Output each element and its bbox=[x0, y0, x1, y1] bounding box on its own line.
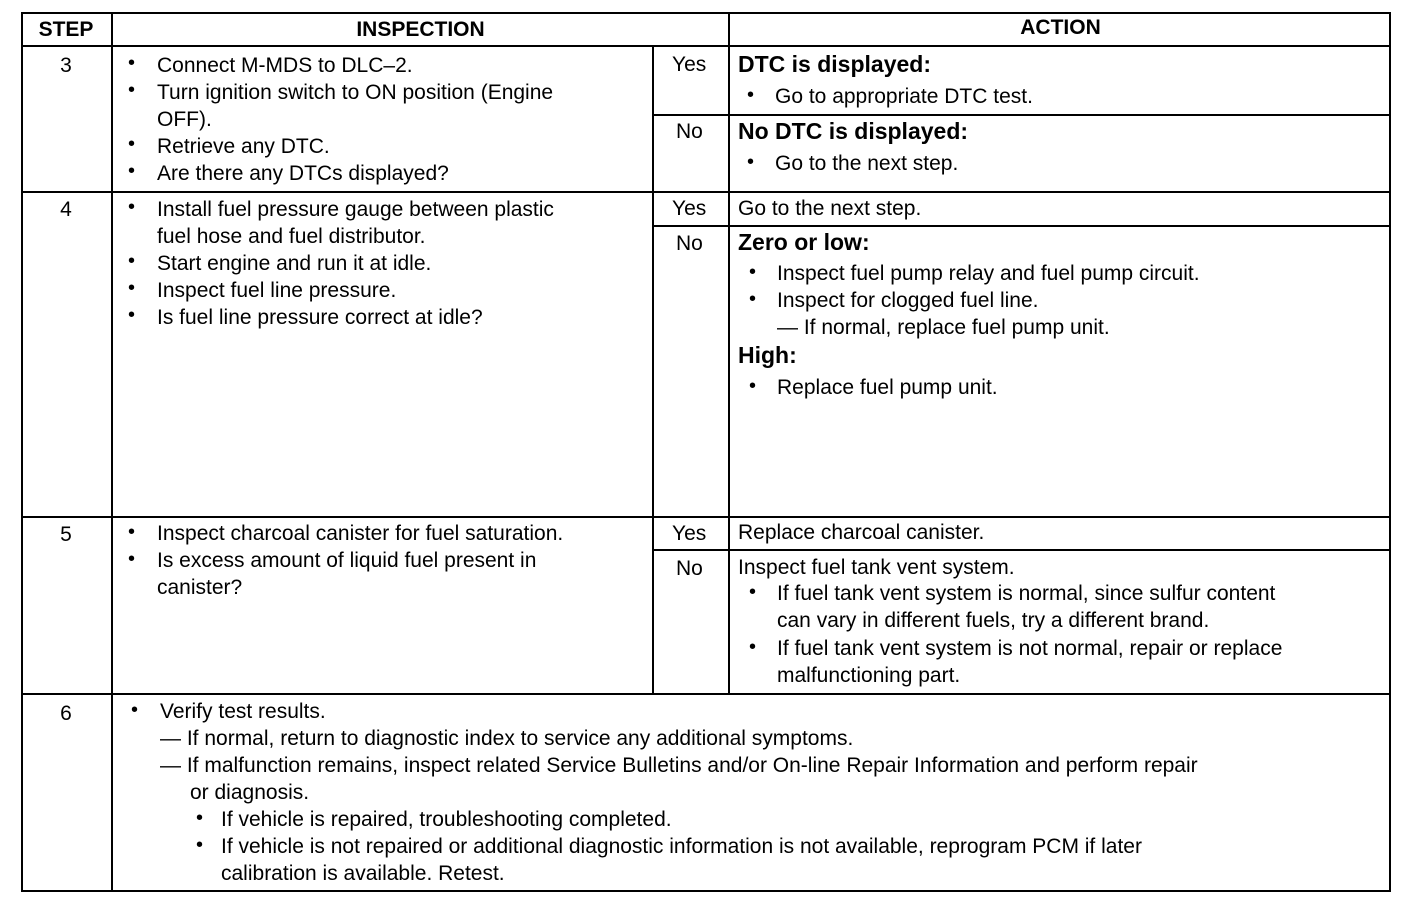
bullet: • bbox=[196, 834, 204, 856]
bullet: • bbox=[196, 807, 204, 829]
row3-bottom-line bbox=[21, 191, 1391, 193]
action-item: If fuel tank vent system is normal, since sulfur content bbox=[777, 582, 1276, 605]
step-number: 4 bbox=[60, 198, 72, 221]
action-item: If fuel tank vent system is not normal, repair or replace bbox=[777, 637, 1283, 660]
bullet: • bbox=[128, 133, 136, 155]
action-item: Go to the next step. bbox=[775, 152, 959, 175]
yes-label: Yes bbox=[672, 197, 707, 220]
inspection-line: Turn ignition switch to ON position (Engine bbox=[157, 81, 554, 104]
header-inspection: INSPECTION bbox=[356, 18, 485, 41]
action-heading: Zero or low: bbox=[738, 229, 870, 255]
bullet: • bbox=[749, 288, 757, 310]
inspection-line: Is fuel line pressure correct at idle? bbox=[157, 306, 483, 329]
action-text: Replace charcoal canister. bbox=[738, 521, 985, 544]
inspection-line: Inspect fuel line pressure. bbox=[157, 279, 397, 302]
no-label: No bbox=[676, 557, 703, 580]
action-heading: No DTC is displayed: bbox=[738, 118, 969, 144]
inspection-line: OFF). bbox=[157, 108, 212, 131]
inspection-line: Connect M-MDS to DLC–2. bbox=[157, 54, 413, 77]
inspection-line: Are there any DTCs displayed? bbox=[157, 162, 449, 185]
bullet: • bbox=[128, 196, 136, 218]
row4-bottom-line bbox=[21, 516, 1391, 518]
bullet: • bbox=[747, 151, 755, 173]
yes-label: Yes bbox=[672, 53, 707, 76]
verify-line: — If normal, return to diagnostic index to service any additional symptoms. bbox=[160, 727, 854, 750]
bullet: • bbox=[128, 521, 136, 543]
bullet: • bbox=[128, 160, 136, 182]
header-action: ACTION bbox=[1020, 16, 1101, 39]
action-item: Go to appropriate DTC test. bbox=[775, 85, 1033, 108]
bullet: • bbox=[128, 52, 136, 74]
action-item: malfunctioning part. bbox=[777, 664, 961, 687]
step-number: 6 bbox=[60, 702, 72, 725]
row4-split-line bbox=[652, 225, 1391, 227]
action-text: Go to the next step. bbox=[738, 197, 922, 220]
inspection-line: Is excess amount of liquid fuel present in bbox=[157, 549, 537, 572]
verify-line: — If malfunction remains, inspect related Service Bulletins and/or On-line Repair Information and perform repair bbox=[160, 754, 1198, 777]
bullet: • bbox=[749, 261, 757, 283]
inspection-line: canister? bbox=[157, 576, 243, 599]
row5-split-line bbox=[652, 549, 1391, 551]
col-divider-step bbox=[111, 12, 113, 892]
no-label: No bbox=[676, 120, 703, 143]
verify-line: If vehicle is not repaired or additional diagnostic information is not available, reprogram PCM if later bbox=[221, 835, 1142, 858]
action-item: Replace fuel pump unit. bbox=[777, 376, 998, 399]
bullet: • bbox=[128, 79, 136, 101]
bullet: • bbox=[749, 375, 757, 397]
action-subitem: — If normal, replace fuel pump unit. bbox=[777, 316, 1110, 339]
bullet: • bbox=[749, 581, 757, 603]
bullet: • bbox=[128, 304, 136, 326]
inspection-line: Install fuel pressure gauge between plastic bbox=[157, 198, 554, 221]
action-item: Inspect for clogged fuel line. bbox=[777, 289, 1039, 312]
inspection-line: fuel hose and fuel distributor. bbox=[157, 225, 426, 248]
verify-line: calibration is available. Retest. bbox=[221, 862, 505, 885]
header-bottom-line bbox=[21, 45, 1391, 47]
yes-label: Yes bbox=[672, 522, 707, 545]
step-number: 3 bbox=[60, 54, 72, 77]
inspection-line: Inspect charcoal canister for fuel saturation. bbox=[157, 522, 564, 545]
no-label: No bbox=[676, 232, 703, 255]
bullet: • bbox=[128, 250, 136, 272]
action-intro: Inspect fuel tank vent system. bbox=[738, 556, 1015, 579]
action-item: can vary in different fuels, try a different brand. bbox=[777, 609, 1210, 632]
inspection-line: Retrieve any DTC. bbox=[157, 135, 330, 158]
action-heading: DTC is displayed: bbox=[738, 51, 931, 77]
step-number: 5 bbox=[60, 523, 72, 546]
inspection-line: Start engine and run it at idle. bbox=[157, 252, 432, 275]
row5-bottom-line bbox=[21, 693, 1391, 695]
action-heading: High: bbox=[738, 342, 797, 368]
col-divider-inspection bbox=[652, 47, 654, 695]
header-step: STEP bbox=[38, 18, 94, 41]
bullet: • bbox=[749, 636, 757, 658]
row3-split-line bbox=[652, 114, 1391, 116]
bullet: • bbox=[128, 548, 136, 570]
bullet: • bbox=[747, 84, 755, 106]
bullet: • bbox=[128, 277, 136, 299]
verify-line: If vehicle is repaired, troubleshooting completed. bbox=[221, 808, 672, 831]
bullet: • bbox=[131, 699, 139, 721]
verify-line: Verify test results. bbox=[160, 700, 326, 723]
verify-line: or diagnosis. bbox=[190, 781, 310, 804]
action-item: Inspect fuel pump relay and fuel pump circuit. bbox=[777, 262, 1200, 285]
